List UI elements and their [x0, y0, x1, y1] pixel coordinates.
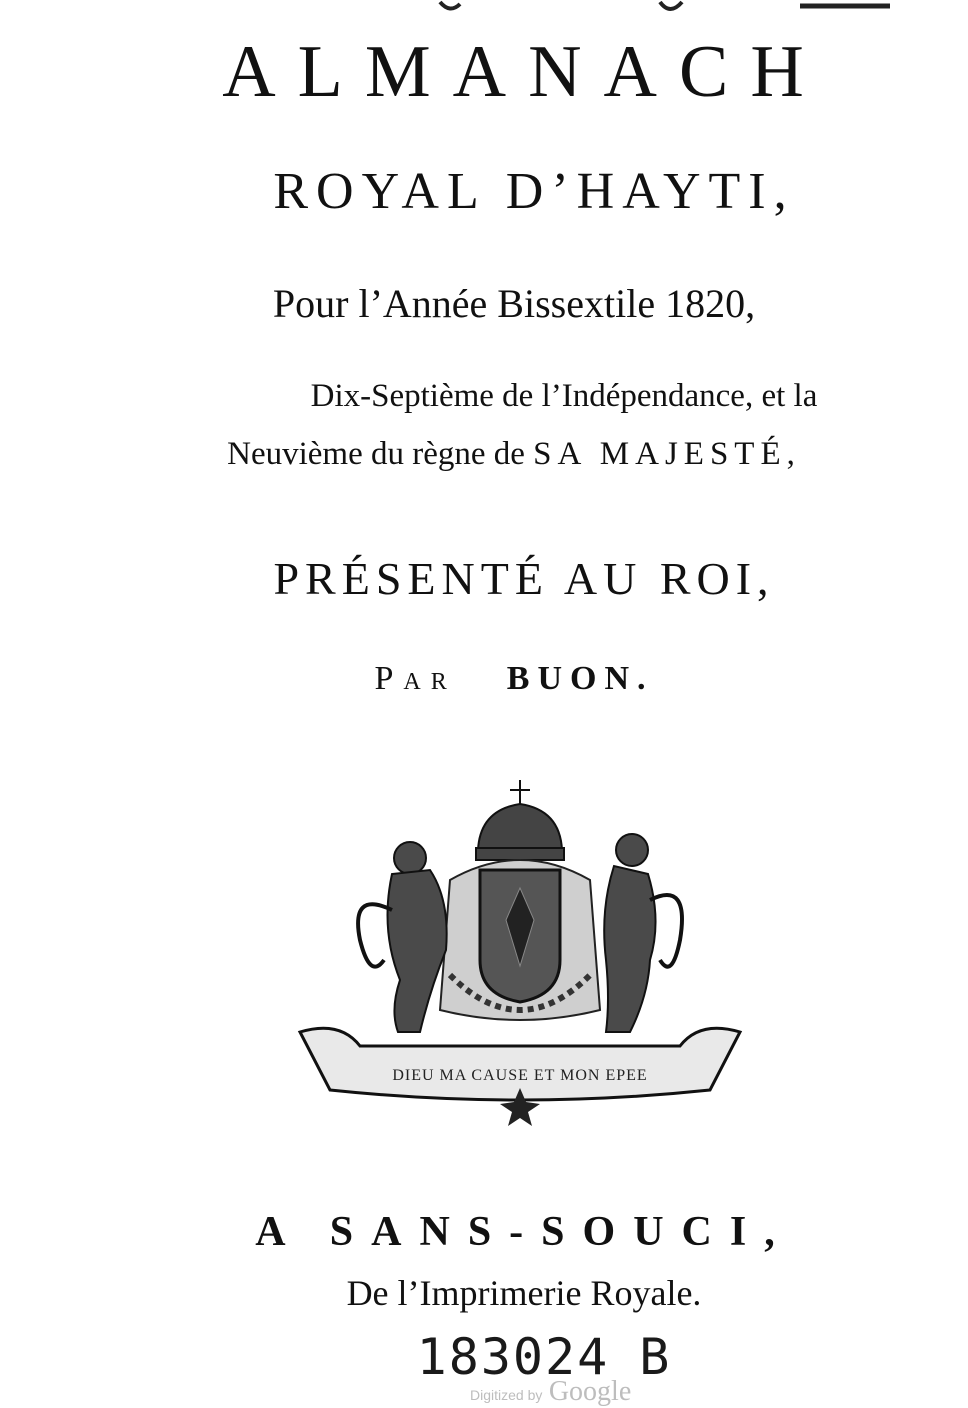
right-lion-icon: [604, 834, 682, 1032]
emblem-motto: DIEU MA CAUSE ET MON EPEE: [392, 1067, 648, 1084]
google-wordmark: Google: [548, 1376, 632, 1407]
author-prefix-initial: P: [374, 660, 404, 697]
author-prefix-rest: AR: [403, 669, 457, 695]
crown-icon: [476, 780, 564, 860]
digitized-watermark: [470, 1376, 631, 1408]
author-line: [0, 660, 968, 698]
book-title: ALMANACH: [222, 31, 826, 113]
digitized-prefix: Digitized by: [470, 1387, 543, 1403]
left-lion-icon: [358, 842, 447, 1032]
presented-line: PRÉSENTÉ AU ROI,: [273, 553, 775, 604]
place-line: A SANS-SOUCI,: [255, 1209, 793, 1255]
book-subtitle: ROYAL D’HAYTI,: [273, 163, 795, 220]
author-prefix: [375, 660, 457, 697]
printer-line: De l’Imprimerie Royale.: [346, 1273, 702, 1313]
independence-line: Dix-Septième de l’Indépendance, et la: [310, 378, 818, 414]
reign-line-caps: SA MAJESTÉ,: [533, 436, 801, 472]
shelf-suffix: B: [639, 1328, 672, 1386]
year-line: Pour l’Année Bissextile 1820,: [272, 281, 756, 326]
author-name: BUON.: [506, 660, 654, 697]
royal-coat-of-arms: [280, 770, 760, 1140]
reign-line: [0, 436, 968, 473]
handwritten-scribble: [420, 0, 900, 16]
shelf-number: 183024: [416, 1328, 610, 1386]
reign-line-prefix: Neuvième du règne de: [227, 436, 534, 472]
